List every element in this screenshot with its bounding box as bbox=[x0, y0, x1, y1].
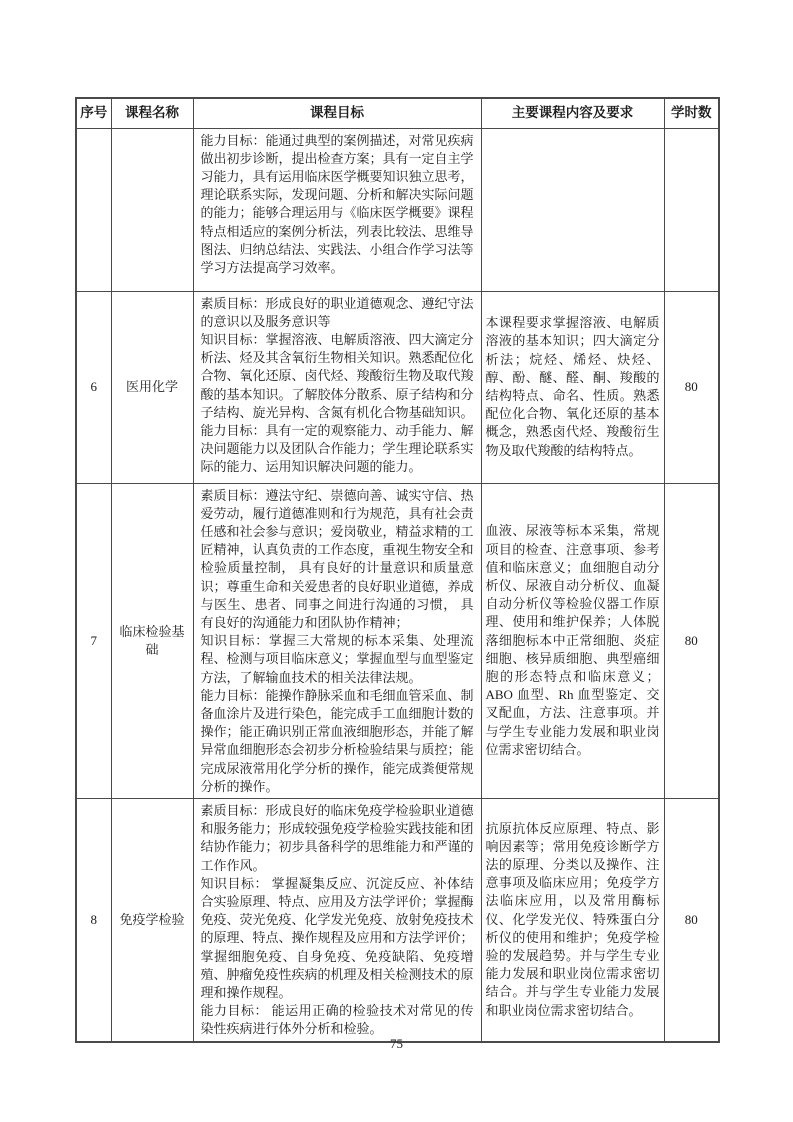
objective-paragraph: 知识目标： 掌握凝集反应、沉淀反应、补体结合实验原理、特点、应用及方法学评价；掌握酶免疫、荧光免疫、化学发光免疫、放射免疫技术的原理、特点、操作规程及应用和方法学评价；掌握细胞免疫、自身免疫、免疫缺陷、免疫增殖、肿瘤免疫性疾病的机理及相关检测技术的原理和操作规程。 bbox=[200, 875, 474, 1000]
seq-cell: 6 bbox=[76, 291, 111, 483]
objective-paragraph: 能力目标：具有一定的观察能力、动手能力、解决问题能力以及团队合作能力；学生理论联系实际的能力、运用知识解决问题的能力。 bbox=[200, 422, 474, 475]
hours-cell: 80 bbox=[664, 291, 719, 483]
seq-cell bbox=[76, 128, 111, 291]
objective-paragraph: 知识目标：掌握溶液、电解质溶液、四大滴定分析法、烃及其含氧衍生物相关知识。熟悉配位化合物、氧化还原、卤代烃、羧酸衍生物及取代羧酸的基本知识。了解胶体分散系、原子结构和分子结构、旋光异构、含氮有机化合物基础知识。 bbox=[200, 331, 474, 420]
content-cell: 血液、尿液等标本采集，常规项目的检查、注意事项、参考值和临床意义；血细胞自动分析仪、尿液自动分析仪、血凝自动分析仪等检验仪器工作原理、使用和维护保养；人体脱落细胞标本中正常细胞、炎症细胞、核异质细胞、典型癌细胞的形态特点和临床意义；ABO 血型、Rh 血型鉴定、交叉配血，方法、注意事项。并与学生专业能力发展和职业岗位需求密切结合。 bbox=[481, 483, 664, 798]
table-header-row bbox=[76, 98, 719, 128]
objective-paragraph: 能力目标：能通过典型的案例描述，对常见疾病做出初步诊断，提出检查方案；具有一定自主学习能力，具有运用临床医学概要知识独立思考，理论联系实际，发现问题、分析和解决实际问题的能力；能够合理运用与《临床医学概要》课程特点相适应的案例分析法，列表比较法、思维导图法、归纳总结法、实践法、小组合作学习法等学习方法提高学习效率。 bbox=[200, 132, 474, 275]
table-row-continuation bbox=[76, 128, 719, 291]
hours-cell: 80 bbox=[664, 483, 719, 798]
hours-cell bbox=[664, 128, 719, 291]
objective-paragraph: 知识目标：掌握三大常规的标本采集、处理流程、检测与项目临床意义；掌握血型与血型鉴定方法，了解输血技术的相关法律法规。 bbox=[200, 633, 474, 685]
course-syllabus-table bbox=[75, 97, 720, 1043]
course-name-cell: 临床检验基础 bbox=[111, 483, 193, 798]
table-row-course-8 bbox=[76, 798, 719, 1041]
seq-cell: 8 bbox=[76, 798, 111, 1041]
header-objectives: 课程目标 bbox=[193, 98, 481, 128]
header-seq: 序号 bbox=[76, 98, 111, 128]
objectives-cell bbox=[193, 483, 481, 798]
header-hours: 学时数 bbox=[664, 98, 719, 128]
header-content: 主要课程内容及要求 bbox=[481, 98, 664, 128]
objective-paragraph: 素质目标：形成良好的临床免疫学检验职业道德和服务能力；形成较强免疫学检验实践技能和团结协作能力；初步具备科学的思维能力和严谨的工作作风。 bbox=[200, 802, 474, 873]
course-name-cell: 医用化学 bbox=[111, 291, 193, 483]
seq-cell: 7 bbox=[76, 483, 111, 798]
objective-paragraph: 能力目标：能操作静脉采血和毛细血管采血、制备血涂片及进行染色，能完成手工血细胞计数的操作；能正确识别正常血液细胞形态，并能了解异常血细胞形态会初步分析检验结果与质控；能完成尿液常用化学分析的操作，能完成粪便常规分析的操作。 bbox=[200, 687, 474, 794]
objective-paragraph: 能力目标： 能运用正确的检验技术对常见的传染性疾病进行体外分析和检验。 bbox=[200, 1003, 474, 1037]
objectives-cell bbox=[193, 128, 481, 291]
content-cell bbox=[481, 128, 664, 291]
page-number: 75 bbox=[390, 1036, 403, 1051]
objectives-cell bbox=[193, 291, 481, 483]
header-course-name: 课程名称 bbox=[111, 98, 193, 128]
objective-paragraph: 素质目标：遵法守纪、崇德向善、诚实守信、热爱劳动，履行道德准则和行为规范，具有社会责任感和社会参与意识；爱岗敬业，精益求精的工匠精神，认真负责的工作态度，重视生物安全和检验质量控制， 具有良好的计量意识和质量意识；尊重生命和关爱患者的良好职业道德，养成与医生、患者、同事之间进行沟通的习惯， 具有良好的沟通能力和团队协作精神； bbox=[200, 487, 474, 630]
content-cell: 本课程要求掌握溶液、电解质溶液的基本知识；四大滴定分析法；烷烃、烯烃、炔烃、醇、酚、醚、醛、酮、羧酸的结构特点、命名、性质。熟悉配位化合物、氧化还原的基本概念，熟悉卤代烃、羧酸衍生物及取代羧酸的结构特点。 bbox=[481, 291, 664, 483]
table-row-course-7 bbox=[76, 483, 719, 798]
content-cell: 抗原抗体反应原理、特点、影响因素等；常用免疫诊断学方法的原理、分类以及操作、注意事项及临床应用；免疫学方法临床应用，以及常用酶标仪、化学发光仪、特殊蛋白分析仪的使用和维护；免疫学检验的发展趋势。并与学生专业能力发展和职业岗位需求密切结合。并与学生专业能力发展和职业岗位需求密切结合。 bbox=[481, 798, 664, 1041]
table-row-course-6 bbox=[76, 291, 719, 483]
objective-paragraph: 素质目标：形成良好的职业道德观念、遵纪守法的意识以及服务意识等 bbox=[200, 295, 474, 329]
course-name-cell bbox=[111, 128, 193, 291]
objectives-cell bbox=[193, 798, 481, 1041]
hours-cell: 80 bbox=[664, 798, 719, 1041]
course-name-cell: 免疫学检验 bbox=[111, 798, 193, 1041]
